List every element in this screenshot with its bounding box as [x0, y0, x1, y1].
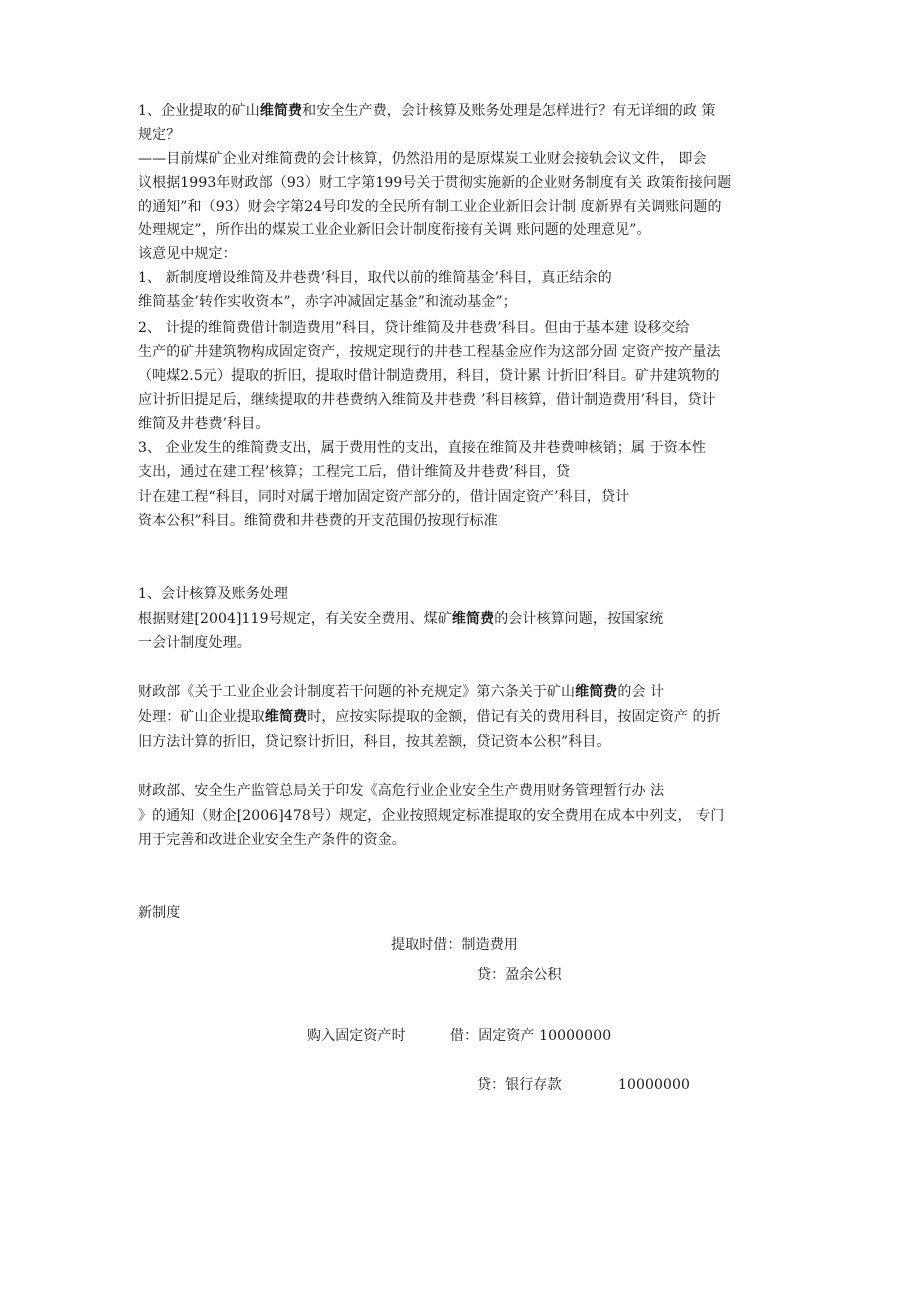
block-2-suffix: 的会 计 [617, 684, 665, 700]
block-2-line-3: 旧方法计算的折旧，贷记察计折旧，科目，按其差额，贷记资本公积”科目。 [138, 734, 611, 750]
question-prefix: 1、企业提取的矿山 [138, 103, 260, 119]
point-2-line-2: 生产的矿井建筑物构成固定资产，按规定现行的井巷工程基金应作为这部分固 定资产按产量法 [138, 344, 721, 360]
answer-line-4: 处理规定”，所作出的煤炭工业企业新旧会计制度衔接有关调 账问题的处理意见”。 [138, 222, 651, 238]
bold-term: 维简费 [259, 103, 303, 119]
point-3-line-1: 3、 企业发生的维简费支出，属于费用性的支出，直接在维简及井巷费呻核销；属 于资本性 [138, 440, 707, 456]
block-3-line-1: 财政部、安全生产监管总局关于印发《高危行业企业安全生产费用财务管理暂行办 法 [138, 783, 665, 799]
bold-term: 维简费 [264, 709, 308, 725]
point-3-line-4: 资本公积”科目。维简费和井巷费的开支范围仍按现行标准 [138, 513, 498, 529]
block-2-prefix: 财政部《关于工业企业会计制度若干问题的补充规定》第六条关于矿山 [138, 684, 576, 700]
question-suffix: 和安全生产费，会计核算及账务处理是怎样进行？有无详细的政 策 [302, 103, 716, 119]
entry-2-credit-label: 贷：银行存款 [477, 1077, 562, 1093]
block-2-line-1 [138, 681, 664, 703]
question-line-1 [138, 100, 716, 122]
answer-line-1: ——目前煤矿企业对维简费的会计核算，仍然沿用的是原煤炭工业财会接轨会议文件， 即会 [138, 151, 707, 167]
entry-2-label: 购入固定资产时 [307, 1028, 406, 1044]
bold-term: 维简费 [451, 611, 495, 627]
point-1-line-1: 1、 新制度增设维简及井巷费’科目，取代以前的维简基金’科目，真正结余的 [138, 270, 612, 286]
point-1-line-2: 维简基金’转作实收资本”，赤字冲减固定基金”和流动基金”； [138, 294, 517, 310]
point-2-line-1: 2、 计提的维简费借计制造费用”科目，贷计维简及井巷费’科目。但由于基本建 设移交给 [138, 320, 690, 336]
entry-1-credit: 贷：盈余公积 [477, 967, 562, 983]
answer-line-3: 的通知”和（93）财会字第24号印发的全民所有制工业企业新旧会计制 度新界有关调账问题的 [138, 199, 722, 215]
point-3-line-2: 支出，通过在建工程’核算；工程完工后，借计维简及井巷费’科目，贷 [138, 464, 571, 480]
point-3-line-3: 计在建工程“科目，同时对属于增加固定资产部分的，借计固定资产’科目，贷计 [138, 489, 630, 505]
block-1-line-1 [138, 608, 663, 630]
block-3-line-2: 》的通知（财企[2006]478号）规定，企业按照规定标准提取的安全费用在成本中列支， 专门 [138, 808, 725, 824]
block-1-line-2: 一会计制度处理。 [138, 635, 251, 651]
block-1-prefix: 根据财建[2004]119号规定，有关安全费用、煤矿 [138, 611, 452, 627]
block-1-suffix: 的会计核算问题，按国家统 [494, 611, 664, 627]
answer-line-2: 议根据1993年财政部（93）财工字第199号关于贯彻实施新的企业财务制度有关 政策衔接问题 [138, 175, 732, 191]
block-2-line-2 [138, 706, 721, 728]
section-3-heading: 新制度 [138, 905, 181, 921]
block-2-line-2-prefix: 处理：矿山企业提取 [138, 709, 265, 725]
entry-1-debit: 提取时借：制造费用 [391, 937, 518, 953]
section-2-heading: 1、会计核算及账务处理 [138, 586, 289, 602]
bold-term: 维简费 [575, 684, 618, 700]
point-2-line-4: 应计折旧提足后，继续提取的井巷费纳入维简及井巷费 ’科目核算，借计制造费用’科目，贷计 [138, 392, 716, 408]
block-2-line-2-suffix: 时，应按实际提取的金额，借记有关的费用科目，按固定资产 的折 [307, 709, 721, 725]
entry-2-debit: 借：固定资产 10000000 [450, 1028, 612, 1044]
point-2-line-3: （吨煤2.5元）提取的折旧，提取时借计制造费用，科目，贷计累 计折旧’科目。矿井建筑物的 [138, 368, 720, 384]
block-3-line-3: 用于完善和改进企业安全生产条件的资金。 [138, 832, 406, 848]
question-line-2: 规定？ [138, 127, 181, 143]
entry-2-credit-amount: 10000000 [618, 1077, 691, 1093]
point-2-line-5: 维简及井巷费’科目。 [138, 416, 270, 432]
answer-line-5: 该意见中规定： [138, 246, 237, 262]
